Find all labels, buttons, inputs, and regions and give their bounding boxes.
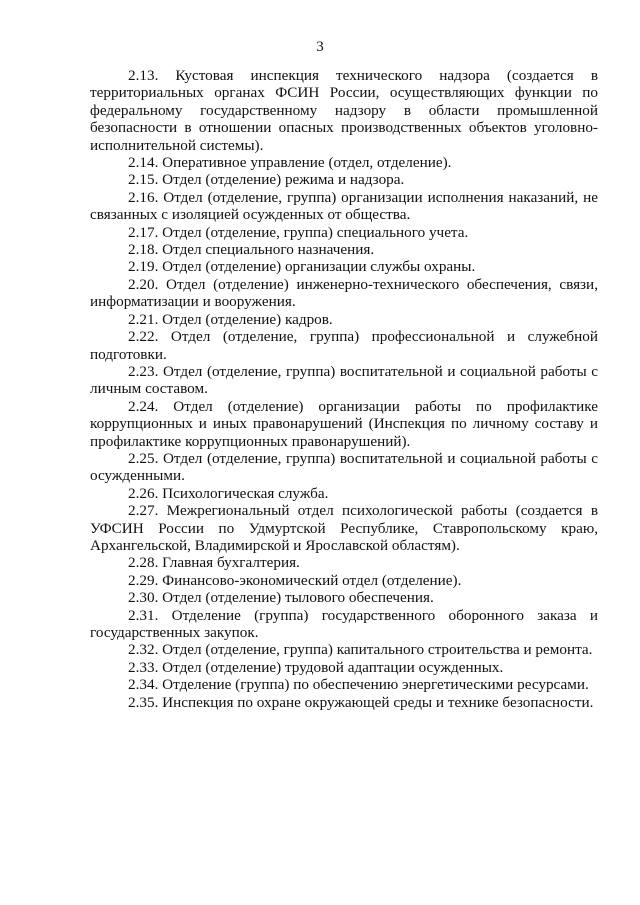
list-item-2-25: 2.25. Отдел (отделение, группа) воспитательной и социальной работы с осужденными. — [90, 449, 598, 485]
list-item-2-30: 2.30. Отдел (отделение) тылового обеспечения. — [128, 589, 434, 607]
list-item-2-32: 2.32. Отдел (отделение, группа) капитального строительства и ремонта. — [128, 641, 593, 659]
list-item-2-16: 2.16. Отдел (отделение, группа) организации исполнения наказаний, не связанных с изоляцией осужденных от общества. — [90, 188, 598, 224]
list-item-2-27: 2.27. Межрегиональный отдел психологической работы (создается в УФСИН России по Удмуртской Республике, Ставропольскому краю, Архангельской, Владимирской и Ярославской областям). — [90, 502, 598, 554]
list-item-2-22: 2.22. Отдел (отделение, группа) профессиональной и служебной подготовки. — [90, 328, 598, 363]
list-item-2-20: 2.20. Отдел (отделение) инженерно-технического обеспечения, связи, информатизации и вооружения. — [90, 275, 598, 311]
list-item-2-19: 2.19. Отдел (отделение) организации службы охраны. — [128, 258, 476, 276]
list-item-2-34: 2.34. Отделение (группа) по обеспечению энергетическими ресурсами. — [128, 676, 589, 694]
list-item-2-18: 2.18. Отдел специального назначения. — [128, 241, 375, 259]
list-item-2-31: 2.31. Отделение (группа) государственного оборонного заказа и государственных закупок. — [90, 606, 598, 641]
list-item-2-21: 2.21. Отдел (отделение) кадров. — [128, 310, 333, 328]
list-item-2-15: 2.15. Отдел (отделение) режима и надзора. — [128, 171, 405, 189]
list-item-2-13: 2.13. Кустовая инспекция технического надзора (создается в территориальных органах ФСИН России, осуществляющих функции по федеральному государственному надзору в области промышленной безопасности в отношении опасных производственных объектов уголовно-исполнительной системы). — [90, 67, 598, 154]
list-item-2-14: 2.14. Оперативное управление (отдел, отделение). — [128, 154, 452, 172]
document-body — [90, 67, 598, 711]
list-item-2-33: 2.33. Отдел (отделение) трудовой адаптации осужденных. — [128, 658, 504, 676]
list-item-2-23: 2.23. Отдел (отделение, группа) воспитательной и социальной работы с личным составом. — [90, 362, 598, 398]
list-item-2-35: 2.35. Инспекция по охране окружающей среды и технике безопасности. — [128, 693, 594, 711]
list-item-2-24: 2.24. Отдел (отделение) организации работы по профилактике коррупционных и иных правонарушений (Инспекция по личному составу и профилактике коррупционных правонарушений). — [90, 397, 598, 450]
list-item-2-26: 2.26. Психологическая служба. — [128, 484, 329, 502]
list-item-2-17: 2.17. Отдел (отделение, группа) специального учета. — [128, 223, 469, 241]
page-number: 3 — [316, 39, 324, 55]
list-item-2-29: 2.29. Финансово-экономический отдел (отделение). — [128, 571, 462, 589]
list-item-2-28: 2.28. Главная бухгалтерия. — [128, 554, 300, 572]
